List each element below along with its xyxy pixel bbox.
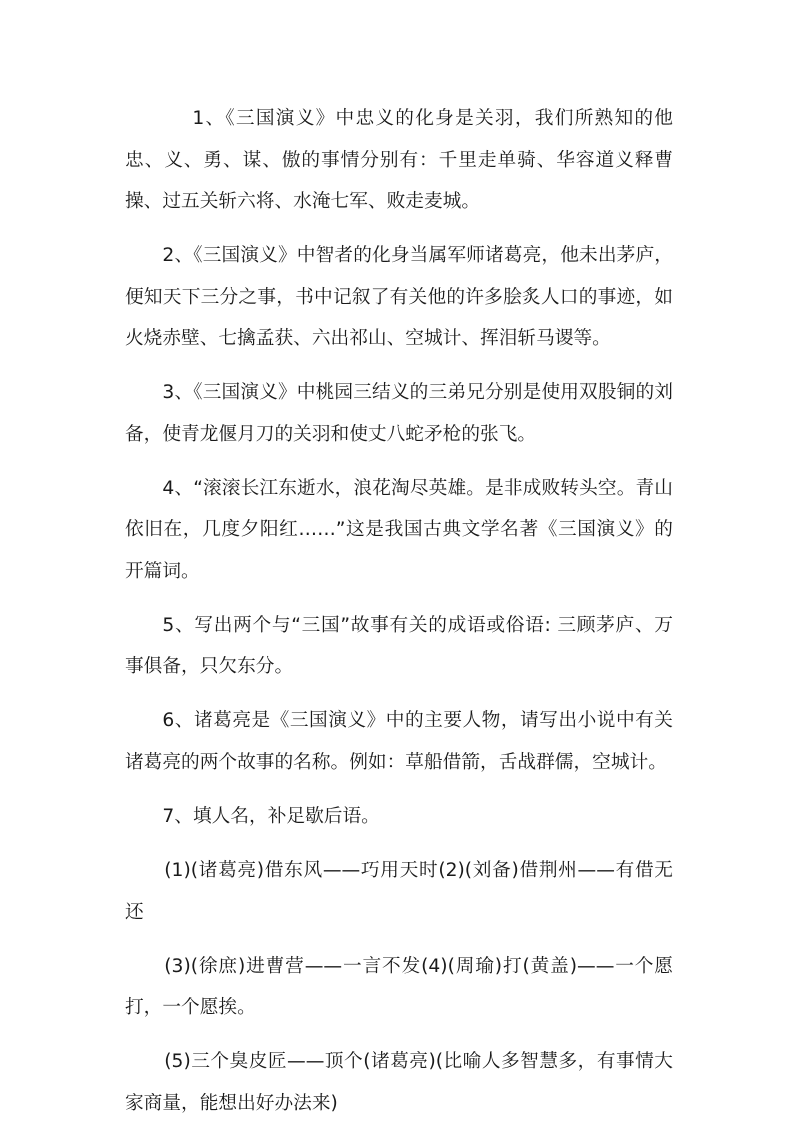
paragraph-7: 7、填人名，补足歇后语。 [162,806,380,828]
document-body [125,98,673,1137]
paragraph-8: (1)(诸葛亮)借东风——巧用天时(2)(刘备)借荆州——有借无还 [125,860,673,923]
paragraph-2: 2、《三国演义》中智者的化身当属军师诸葛亮，他未出茅庐，便知天下三分之事，书中记叙了有关他的许多脍炙人口的事迹，如火烧赤壁、七擒孟获、六出祁山、空城计、挥泪斩马谡等。 [125,245,673,350]
paragraph-6: 6、诸葛亮是《三国演义》中的主要人物，请写出小说中有关诸葛亮的两个故事的名称。例如：草船借箭，舌战群儒，空城计。 [125,710,673,773]
paragraph-5: 5、写出两个与“三国”故事有关的成语或俗语: 三顾茅庐、万事俱备，只欠东分。 [125,614,673,678]
paragraph-1: 1、《三国演义》中忠义的化身是关羽，我们所熟知的他忠、义、勇、谋、傲的事情分别有：千里走单骑、华容道义释曹操、过五关斩六将、水淹七军、败走麦城。 [125,108,673,212]
paragraph-9: (3)(徐庶)进曹营——一言不发(4)(周瑜)打(黄盖)——一个愿打，一个愿挨。 [125,955,673,1019]
paragraph-4: 4、“滚滚长江东逝水，浪花淘尽英雄。是非成败转头空。青山依旧在，几度夕阳红……”这是我国古典文学名著《三国演义》的开篇词。 [125,477,673,582]
paragraph-3: 3、《三国演义》中桃园三结义的三弟兄分别是使用双股铜的刘备，使青龙偃月刀的关羽和使丈八蛇矛枪的张飞。 [125,382,673,445]
paragraph-10: (5)三个臭皮匠——顶个(诸葛亮)(比喻人多智慧多，有事情大家商量，能想出好办法来) [125,1051,673,1114]
